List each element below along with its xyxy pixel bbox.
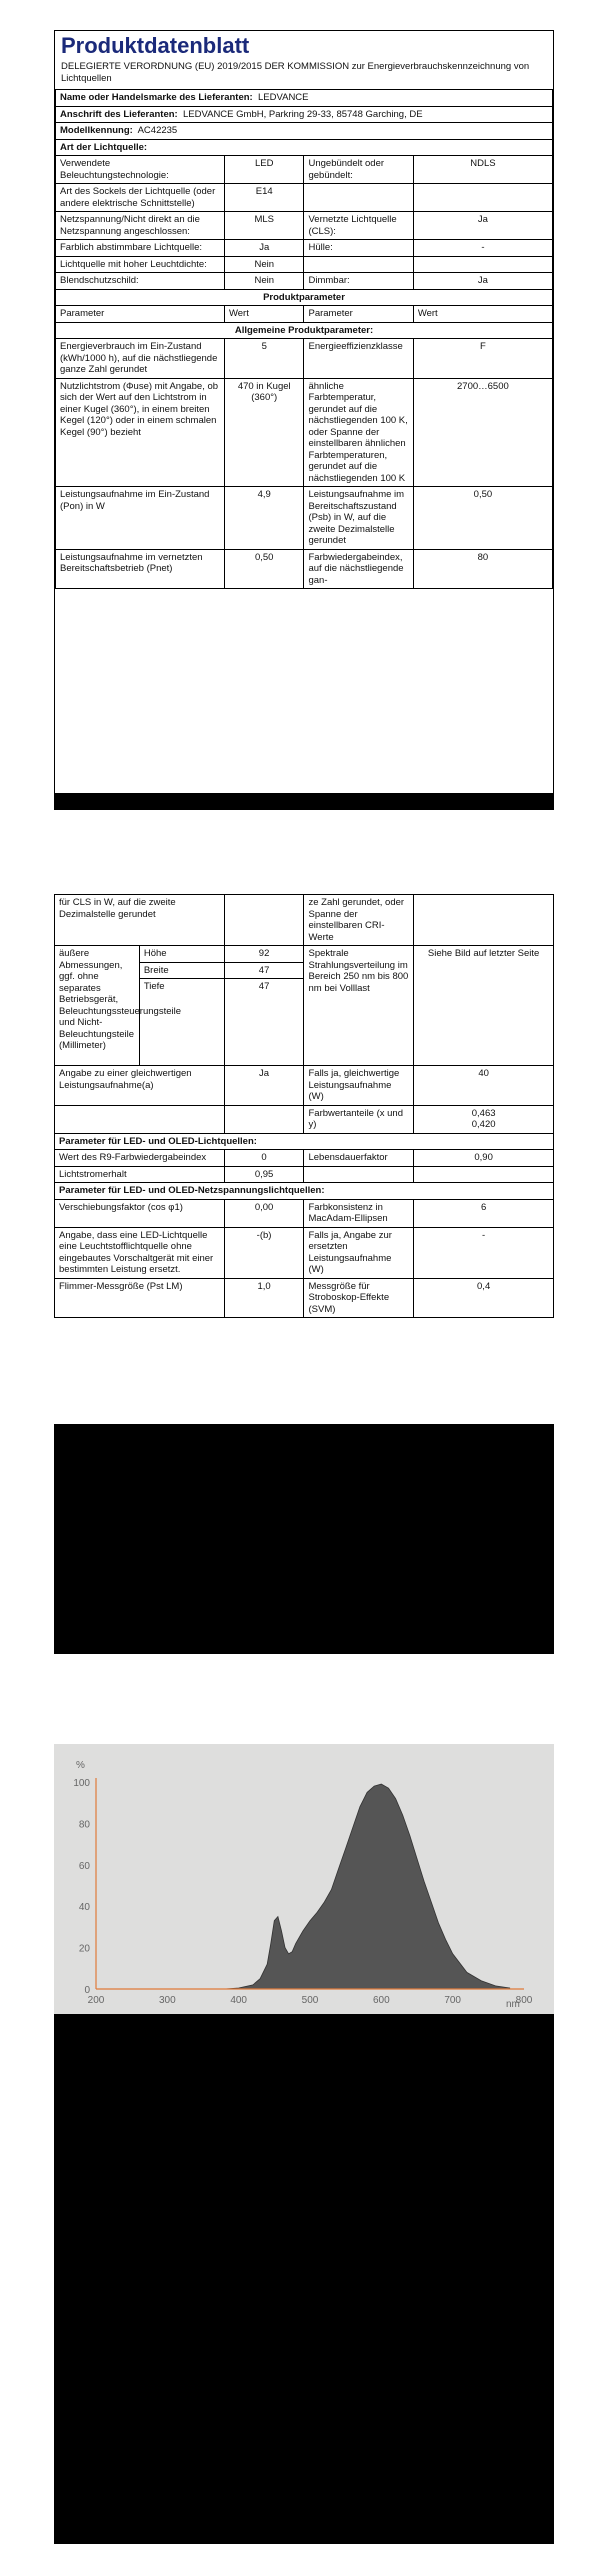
table-row: Leistungsaufnahme im vernetzten Bereitschaftsbetrieb (Pnet) 0,50 Farbwiedergabeindex, auf die nächstliegende gan- 80 xyxy=(56,549,553,589)
dimensions-label: äußere Abmessungen, ggf. ohne separates Betriebsgerät, Beleuchtungssteuerungsteile und Nicht-Beleuchtungsteile (Millimeter) xyxy=(55,946,140,1066)
table-row: Breite 47 xyxy=(55,962,554,979)
y-tick-label: 40 xyxy=(78,1902,90,1914)
y-tick-label: 0 xyxy=(84,1985,90,1996)
table-row: Verschiebungsfaktor (cos φ1) 0,00 Farbkonsistenz in MacAdam-Ellipsen 6 xyxy=(55,1199,554,1227)
model-row: Modellkennung: AC42235 xyxy=(56,123,553,140)
spectral-label: Spektrale Strahlungsverteilung im Bereich 250 nm bis 800 nm bei Volllast xyxy=(304,946,414,1066)
column-header-row: Parameter Wert Parameter Wert xyxy=(56,306,553,323)
table-row: Blendschutzschild: Nein Dimmbar: Ja xyxy=(56,273,553,290)
x-tick-label: 600 xyxy=(372,1995,390,2006)
table-row: Netzspannung/Nicht direkt an die Netzspannung angeschlossen: MLS Vernetzte Lichtquelle (CLS): Ja xyxy=(56,212,553,240)
page-black-area xyxy=(54,2014,554,2544)
datasheet-page-3 xyxy=(54,1744,554,2544)
table-row: Verwendete Beleuchtungstechnologie: LED Ungebündelt oder gebündelt: NDLS xyxy=(56,156,553,184)
datasheet-table-continued xyxy=(54,894,554,1318)
x-tick-label: 500 xyxy=(301,1995,319,2006)
dimensions-row: äußere Abmessungen, ggf. ohne separates Betriebsgerät, Beleuchtungssteuerungsteile und Nicht-Beleuchtungsteile (Millimeter) Höhe 92 Spektrale Strahlungsverteilung im Bereich 250 nm bis 800 nm bei Volllast Siehe Bild auf letzter Seite xyxy=(55,946,554,963)
address-row: Anschrift des Lieferanten: LEDVANCE GmbH, Parkring 29-33, 85748 Garching, DE xyxy=(56,106,553,123)
x-tick-label: 700 xyxy=(444,1995,462,2006)
y-tick-label: 80 xyxy=(78,1819,90,1831)
page-bottom-bar xyxy=(55,793,553,809)
page-black-area xyxy=(54,1424,554,1654)
table-row: Farblich abstimmbare Lichtquelle: Ja Hülle: - xyxy=(56,240,553,257)
spectrum-chart-panel xyxy=(54,1744,554,2014)
datasheet-page-2 xyxy=(54,894,554,1654)
product-params-header: Produktparameter xyxy=(56,289,553,306)
table-row: Tiefe 47 xyxy=(55,979,554,1066)
led-params-header: Parameter für LED- und OLED-Lichtquellen: xyxy=(55,1133,554,1150)
spectral-value: Siehe Bild auf letzter Seite xyxy=(414,946,554,1066)
model-id: AC42235 xyxy=(137,125,178,136)
supplier-address: LEDVANCE GmbH, Parkring 29-33, 85748 Garching, DE xyxy=(183,108,423,120)
spectrum-area xyxy=(224,1784,509,1989)
chroma-y: 0,420 xyxy=(471,1119,496,1130)
table-row: Farbwertanteile (x und y) 0,463 0,420 xyxy=(55,1105,554,1133)
table-row: Angabe zu einer gleichwertigen Leistungsaufnahme(a) Ja Falls ja, gleichwertige Leistungsaufnahme (W) 40 xyxy=(55,1066,554,1106)
light-source-type-header: Art der Lichtquelle: xyxy=(56,139,553,156)
x-tick-label: 200 xyxy=(87,1995,105,2006)
table-row: Angabe, dass eine LED-Lichtquelle eine Leuchtstofflichtquelle ohne eingebautes Vorschaltgerät mit einer bestimmten Leistung ersetzt. -(b) Falls ja, Angabe zur ersetzten Leistungsaufnahme (W) - xyxy=(55,1227,554,1278)
x-tick-label: 400 xyxy=(230,1995,248,2006)
table-row: Nutzlichtstrom (Φuse) mit Angabe, ob sich der Wert auf den Lichtstrom in einer Kugel (360°), in einem breiten Kegel (120°) oder in einem schmalen Kegel (90°) bezieht 470 in Kugel (360°) ähnliche Farbtemperatur, gerundet auf die nächstliegenden 100 K, oder Spanne der einstellbaren ähnlichen Farbtemperaturen, gerundet auf die nächstliegenden 100 K 2700…6500 xyxy=(56,378,553,487)
regulation-subtitle: DELEGIERTE VERORDNUNG (EU) 2019/2015 DER KOMMISSION zur Energieverbrauchskennzeichnung von Lichtquellen xyxy=(61,61,530,84)
supplier-row: Name oder Handelsmarke des Lieferanten: LEDVANCE xyxy=(56,90,553,107)
datasheet-table xyxy=(55,89,553,589)
table-row: Flimmer-Messgröße (Pst LM) 1,0 Messgröße für Stroboskop-Effekte (SVM) 0,4 xyxy=(55,1278,554,1318)
chroma-x: 0,463 xyxy=(471,1107,496,1119)
mains-params-header: Parameter für LED- und OLED-Netzspannungslichtquellen: xyxy=(55,1183,554,1200)
datasheet-page-1 xyxy=(54,30,554,810)
table-row: Energieverbrauch im Ein-Zustand (kWh/1000 h), auf die nächstliegende ganze Zahl gerundet 5 Energieeffizienzklasse F xyxy=(56,339,553,379)
y-tick-label: 60 xyxy=(78,1860,90,1872)
supplier-name: LEDVANCE xyxy=(258,92,309,103)
general-params-header: Allgemeine Produktparameter: xyxy=(56,322,553,339)
page-title: Produktdatenblatt xyxy=(61,33,250,58)
x-tick-label: 300 xyxy=(158,1995,176,2006)
table-row: für CLS in W, auf die zweite Dezimalstelle gerundet ze Zahl gerundet, oder Spanne der einstellbaren CRI-Werte xyxy=(55,895,554,946)
table-row: Lichtstromerhalt 0,95 xyxy=(55,1166,554,1183)
table-row: Art des Sockels der Lichtquelle (oder andere elektrische Schnittstelle) E14 xyxy=(56,184,553,212)
table-row: Leistungsaufnahme im Ein-Zustand (Pon) in W 4,9 Leistungsaufnahme im Bereitschaftszustand (Psb) in W, auf die zweite Dezimalstelle gerundet 0,50 xyxy=(56,487,553,550)
y-tick-label: 100 xyxy=(73,1778,90,1789)
x-axis-label: nm xyxy=(506,1999,520,2010)
y-tick-label: 20 xyxy=(78,1943,90,1955)
x-tick-label: 800 xyxy=(515,1995,533,2006)
spectrum-chart xyxy=(54,1744,554,2014)
y-axis-label: % xyxy=(76,1760,85,1771)
table-row: Wert des R9-Farbwiedergabeindex 0 Lebensdauerfaktor 0,90 xyxy=(55,1150,554,1167)
table-row: Lichtquelle mit hoher Leuchtdichte: Nein xyxy=(56,256,553,273)
